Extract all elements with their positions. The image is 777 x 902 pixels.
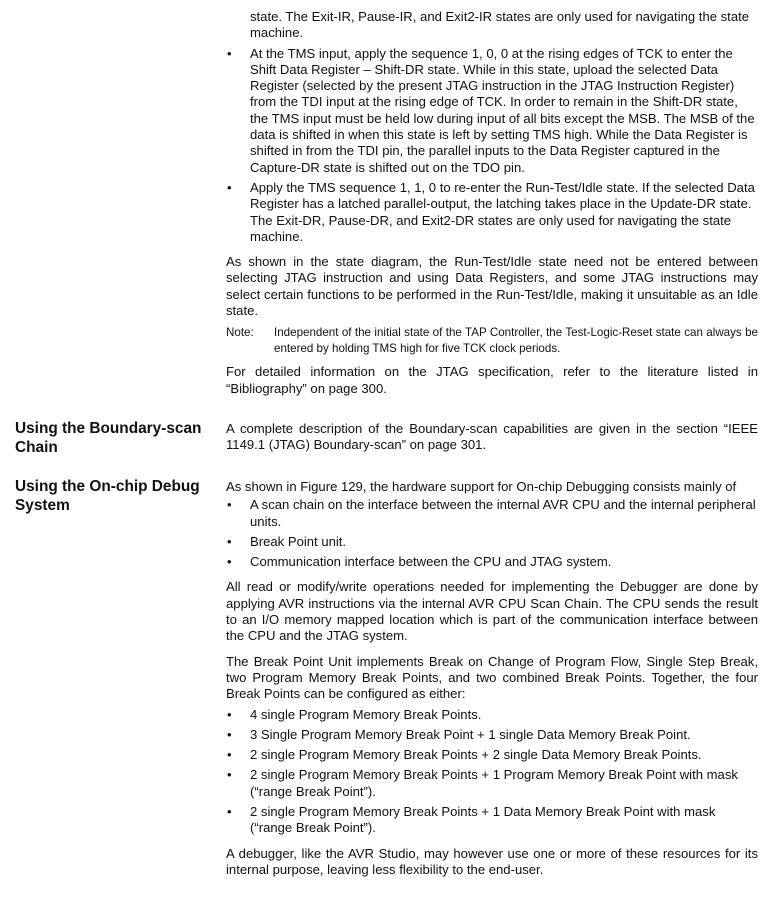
bullet-dot: • <box>227 747 232 763</box>
bullet-dot: • <box>227 533 232 549</box>
debug-hardware-list <box>226 497 758 570</box>
debug-hardware-item <box>226 554 758 570</box>
debug-hardware-item <box>226 497 758 530</box>
shift-dr-bullet <box>226 46 758 176</box>
note-block <box>226 325 758 356</box>
boundary-scan-heading: Using the Boundary-scan Chain <box>15 420 202 456</box>
note-text: Independent of the initial state of the TAP Controller, the Test-Logic-Reset state can always be entered by holding TMS high for five TCK clock periods. <box>274 326 758 355</box>
break-point-option-text: 4 single Program Memory Break Points. <box>250 706 482 722</box>
break-point-option-text: 2 single Program Memory Break Points + 1 Program Memory Break Point with mask (“range Break Point”). <box>250 767 738 799</box>
bullet-dot: • <box>227 726 232 742</box>
break-point-option <box>226 747 758 763</box>
bullet-dot: • <box>227 45 232 61</box>
bullet-dot: • <box>227 179 232 195</box>
debug-system-body <box>226 479 758 878</box>
note-label: Note: <box>226 326 254 340</box>
debug-hardware-item-text: Communication interface between the CPU and JTAG system. <box>250 554 612 570</box>
bullet-dot: • <box>227 804 232 820</box>
bullet-dot: • <box>227 706 232 722</box>
state-diagram-paragraph: As shown in the state diagram, the Run-Test/Idle state need not be entered between selecting JTAG instruction and using Data Registers, and some JTAG instructions may select certain functions to be performed in the Run-Test/Idle, making it unsuitable as an Idle state. <box>226 254 758 319</box>
break-point-option-text: 3 Single Program Memory Break Point + 1 single Data Memory Break Point. <box>250 726 691 742</box>
debug-hardware-item-text: A scan chain on the interface between the internal AVR CPU and the internal peripheral units. <box>250 497 756 529</box>
break-point-options-list <box>226 707 758 837</box>
jtag-continuation-block <box>226 9 758 397</box>
break-point-option <box>226 727 758 743</box>
top-continuation-text: state. The Exit-IR, Pause-IR, and Exit2-IR states are only used for navigating the state machine. <box>250 9 750 41</box>
top-continuation-item <box>226 9 758 42</box>
bullet-dot: • <box>227 554 232 570</box>
break-point-option <box>226 767 758 800</box>
top-bullet-list <box>226 9 758 245</box>
shift-dr-text: At the TMS input, apply the sequence 1, 0, 0 at the rising edges of TCK to enter the Shift Data Register – Shift-DR state. While in this state, upload the selected Data Register (selected by the present JTAG instruction in the JTAG Instruction Register) from the TDI input at the rising edge of TCK. In order to remain in the Shift-DR state, the TMS input must be held low during input of all bits except the MSB. The MSB of the data is shifted in when this state is left by setting TMS high. While the Data Register is shifted in from the TDI pin, the parallel inputs to the Data Register captured in the Capture-DR state is shifted out on the TDO pin. <box>250 45 755 175</box>
debug-hardware-item-text: Break Point unit. <box>250 533 347 549</box>
debugger-operations-paragraph: All read or modify/write operations needed for implementing the Debugger are done by applying AVR instructions via the internal AVR CPU Scan Chain. The CPU sends the result to an I/O memory mapped location which is part of the communication interface between the CPU and the JTAG system. <box>226 579 758 644</box>
bullet-dot: • <box>227 767 232 783</box>
break-point-unit-paragraph: The Break Point Unit implements Break on Change of Program Flow, Single Step Break, two Program Memory Break Points, and two combined Break Points. Together, the four Break Points can be configured as either: <box>226 653 758 702</box>
run-test-idle-text: Apply the TMS sequence 1, 1, 0 to re-enter the Run-Test/Idle state. If the selected Data Register has a latched parallel-output, the latching takes place in the Update-DR state. The Exit-DR, Pause-DR, and Exit2-DR states are only used for navigating the state machine. <box>250 179 755 244</box>
bullet-dot: • <box>227 497 232 513</box>
debug-system-heading: Using the On-chip Debug System <box>15 478 200 514</box>
break-point-option <box>226 804 758 837</box>
boundary-scan-text: A complete description of the Boundary-scan capabilities are given in the section “IEEE 1149.1 (JTAG) Boundary-scan” on page 301. <box>226 421 758 453</box>
debug-intro-text: As shown in Figure 129, the hardware support for On-chip Debugging consists mainly of <box>226 479 737 494</box>
break-point-option <box>226 707 758 723</box>
debugger-resources-paragraph: A debugger, like the AVR Studio, may however use one or more of these resources for its internal purpose, leaving less flexibility to the end-user. <box>226 845 758 877</box>
run-test-idle-bullet <box>226 180 758 245</box>
break-point-option-text: 2 single Program Memory Break Points + 1 Data Memory Break Point with mask (“range Break Point”). <box>250 804 716 836</box>
boundary-scan-body <box>226 421 758 454</box>
debug-hardware-item <box>226 534 758 550</box>
jtag-reference-paragraph: For detailed information on the JTAG specification, refer to the literature listed in “Bibliography” on page 300. <box>226 364 758 396</box>
break-point-option-text: 2 single Program Memory Break Points + 2 single Data Memory Break Points. <box>250 747 702 763</box>
